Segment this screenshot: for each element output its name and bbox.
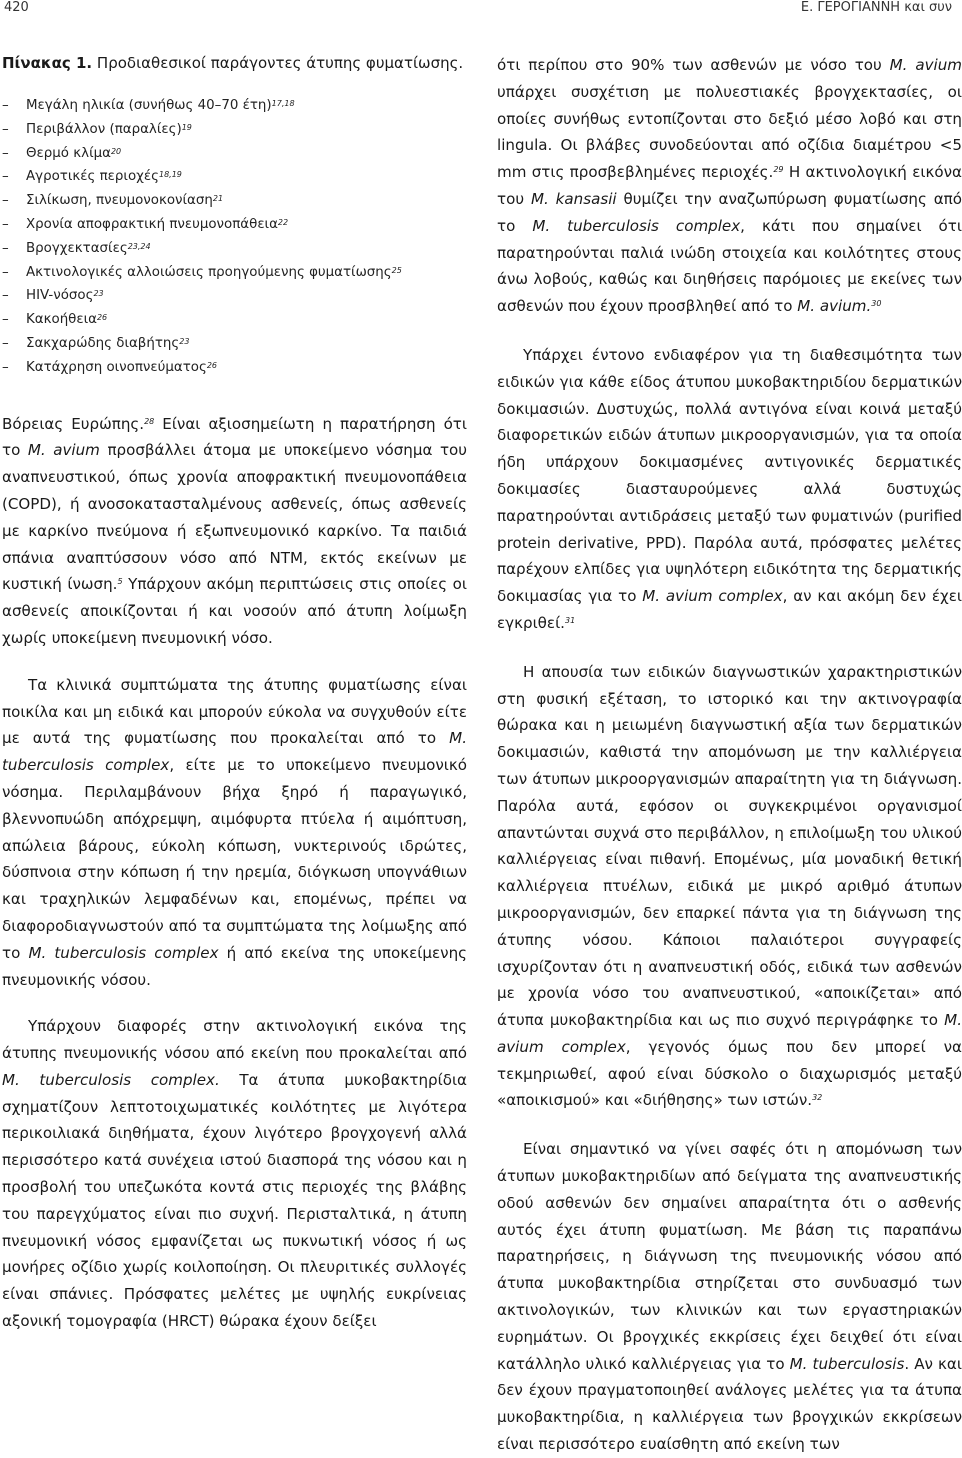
- dash-bullet: –: [2, 121, 9, 137]
- paragraph: Βόρειας Ευρώπης.$^{28}$ Είναι αξιοσημείωτη η παρατήρηση ότι το M. avium προσβάλλει άτομα με υποκείμενο νόσημα του αναπνευστικού, όπως χρονία αποφρακτική πνευμονοπάθεια (COPD), ή ανοσοκατασταλμένους ασθενείς, όπως ασθενείς με καρκίνο πνεύμονα ή εξωπνευμονικό καρκίνο. Τα παιδιά σπάνια αναπτύσσουν νόσο από NTM, εκτός εκείνων με κυστική ίνωση.$^5$ Υπάρχουν ακόμη περιπτώσεις στις οποίες οι ασθενείς αποικίζονται ή και νοσούν από άτυπη λοίμωξη χωρίς υποκείμενη πνευμονική νόσο.: [2, 414, 468, 647]
- dash-bullet: –: [2, 312, 9, 328]
- page-header: [0, 0, 960, 28]
- dash-bullet: –: [2, 359, 9, 375]
- citation: 22: [277, 217, 289, 227]
- dash-bullet: –: [2, 169, 9, 185]
- paragraph: Η απουσία των ειδικών διαγνωστικών χαρακτηριστικών στη φυσική εξέταση, το ιστορικό και την ακτινογραφία θώρακα και η μειωμένη διαγνωστική αξία των δερματικών δοκιμασιών, καθιστά την απομόνωση με την καλλιέργεια των άτυπων μικροοργανισμών απαραίτητη για τη διάγνωση. Παρόλα αυτά, εφόσον οι συγκεκριμένοι οργανισμοί απαντώνται συχνά στο περιβάλλον, η επιλοίμωξη του υλικού καλλιέργειας είναι πιθανή. Επομένως, μία μοναδική θετική καλλιέργεια πτυέλων, ειδικά με μικρό αριθμό άτυπων μικροοργανισμών, δεν επαρκεί πάντα για τη διάγνωση της άτυπης νόσου. Κάποιοι παλαιότεροι συγγραφείς ισχυρίζονταν ότι η αναπνευστική οδός, ειδικά των ασθενών με χρονία νόσο του αναπνευστικού, «αποικίζεται» από άτυπα μυκοβακτηρίδια και ως πιο συχνό περιγράφηκε το M. avium complex, γεγονός όμως που δεν μπορεί να τεκμηριωθεί, αφού είναι δύσκολο ο διαχωρισμός μεταξύ «αποικισμού» και «διήθησης» των ιστών.$^{32}$: [497, 662, 962, 1110]
- citation: 23: [93, 289, 104, 299]
- page-number: 420: [4, 0, 29, 15]
- table-label: Πίνακας 1.: [2, 54, 93, 72]
- list-item: [2, 118, 467, 142]
- citation: 20: [110, 146, 122, 156]
- dash-bullet: –: [2, 288, 9, 304]
- list-item-text: Σιλίκωση, πνευμονοκονίαση: [26, 193, 213, 209]
- table-title: [2, 52, 467, 74]
- list-item: [2, 165, 467, 189]
- dash-bullet: –: [2, 145, 9, 161]
- list-item: [2, 189, 467, 213]
- list-item: [2, 332, 467, 356]
- citation: 17,18: [271, 99, 295, 108]
- list-item: [2, 213, 467, 237]
- dash-bullet: –: [2, 216, 9, 232]
- citation: 23: [179, 336, 190, 346]
- list-item-text: Θερμό κλίμα: [26, 145, 111, 161]
- list-item-text: HIV-νόσος: [26, 288, 94, 304]
- list-item: [2, 94, 467, 118]
- list-item-text: Περιβάλλον (παραλίες): [26, 121, 182, 137]
- dash-bullet: –: [2, 240, 9, 256]
- citation: 18,19: [158, 170, 182, 180]
- dash-bullet: –: [2, 264, 9, 280]
- list-item: [2, 261, 467, 285]
- citation: 25: [391, 265, 402, 275]
- list-item-text: Ακτινολογικές αλλοιώσεις προηγούμενης φυματίωσης: [26, 264, 392, 280]
- list-item: [2, 356, 467, 380]
- dash-bullet: –: [2, 98, 9, 113]
- paragraph: Τα κλινικά συμπτώματα της άτυπης φυματίωσης είναι ποικίλα και μη ειδικά και μπορούν εύκολα να συγχυθούν είτε με αυτά της φυματίωσης που προκαλείται από το M. tuberculosis complex, είτε με το υποκείμενο πνευμονικό νόσημα. Περιλαμβάνουν βήχα ξηρό ή παραγωγικό, βλεννοπυώδη απόχρεμψη, αιμόφυρτα πτύελα ή αιμόπτυση, απώλεια βάρους, εύκολη κόπωση, νυκτερινούς ιδρώτες, δύσπνοια στην κόπωση ή την ηρεμία, διόγκωση υπογνάθιων και τραχηλικών λεμφαδένων και, επομένως, πρέπει να διαφοροδιαγνωστούν από τα συμπτώματα της λοίμωξης από το M. tuberculosis complex ή από εκείνα της υποκείμενης πνευμονικής νόσου.: [2, 675, 468, 989]
- citation: 21: [212, 194, 224, 204]
- paragraph: Είναι σημαντικό να γίνει σαφές ότι η απομόνωση των άτυπων μυκοβακτηριδίων από δείγματα της αναπνευστικής οδού ασθενών δεν σημαίνει απαραίτητα ότι ο ασθενής αυτός έχει άτυπη φυματίωση. Με βάση τις παραπάνω παρατηρήσεις, η διάγνωση της πνευμονικής νόσου από άτυπα μυκοβακτηρίδια στηρίζεται στο συνδυασμό των ακτινολογικών, των κλινικών και των εργαστηριακών ευρημάτων. Οι βρογχικές εκκρίσεις έχει δειχθεί ότι είναι κατάλληλο υλικό καλλιέργειας για το M. tuberculosis. Αν και δεν έχουν πραγματοποιηθεί ανάλογες μελέτες για τα άτυπα μυκοβακτηρίδια, η καλλιέργεια των βρογχικών εκκρίσεων είναι περισσότερο ευαίσθητη από εκείνη των: [497, 1140, 962, 1454]
- paragraph: Υπάρχει έντονο ενδιαφέρον για τη διαθεσιμότητα των ειδικών για κάθε είδος άτυπου μυκοβακτηριδίου δερματικών δοκιμασιών. Δυστυχώς, πολλά αντιγόνα είναι κοινά μεταξύ διαφορετικών ειδών άτυπων μικροοργανισμών, για τα οποία ήδη υπάρχουν δοκιμασμένες αντιγονικές δερματικές δοκιμασίες διασταυρούμενες αλλά δυστυχώς παρατηρούνται αντιδράσεις μεταξύ των φυματινών (purified protein derivative, PPD). Παρόλα αυτά, πρόσφατες μελέτες παρέχουν ελπίδες για υψηλότερη ειδικότητα της δερματικής δοκιμασίας για το M. avium complex, αν και ακόμη δεν έχει εγκριθεί.$^{31}$: [497, 345, 962, 632]
- table-caption: Προδιαθεσικοί παράγοντες άτυπης φυματίωσης.: [92, 54, 464, 72]
- running-head: Ε. ΓΕΡΟΓΙΑΝΝΗ και συν: [800, 0, 952, 15]
- citation: 26: [206, 360, 218, 370]
- list-item-text: Χρονία αποφρακτική πνευμονοπάθεια: [26, 216, 278, 232]
- list-item-text: Μεγάλη ηλικία (συνήθως 40–70 έτη): [26, 98, 272, 113]
- dash-bullet: –: [2, 335, 9, 351]
- list-item: [2, 284, 467, 308]
- right-column: [497, 52, 962, 1458]
- paragraph: Υπάρχουν διαφορές στην ακτινολογική εικόνα της άτυπης πνευμονικής νόσου από εκείνη που προκαλείται από M. tuberculosis complex. Τα άτυπα μυκοβακτηρίδια σχηματίζουν λεπτοτοιχωματικές κοιλότητες με λιγότερα περικοιλιακά διηθήματα, έχουν λιγότερο βρογχογενή αλλά περισσότερο κατά συνέχεια ιστού διασπορά της νόσου και η προσβολή του υπεζωκότα κοντά στις περιοχές της βλάβης του παρεγχύματος είναι πιο συχνή. Περισταλτικά, η άτυπη πνευμονική νόσος εμφανίζεται ως πυκνωτική νόσος ή ως μονήρες οζίδιο χωρίς κοιλοποίηση. Οι πλευριτικές συλλογές είναι σπάνιες. Πρόσφατες μελέτες με υψηλής ευκρίνειας αξονική τομογραφία (HRCT) θώρακα έχουν δείξει: [2, 1017, 467, 1331]
- list-item-text: Κατάχρηση οινοπνεύματος: [26, 359, 207, 375]
- citation: 26: [96, 313, 108, 323]
- left-column: [2, 52, 467, 1335]
- risk-factor-list: [2, 94, 467, 380]
- list-item: [2, 308, 467, 332]
- list-item-text: Κακοήθεια: [26, 312, 97, 328]
- citation: 23,24: [127, 241, 151, 251]
- list-item-text: Αγροτικές περιοχές: [26, 169, 159, 185]
- list-item: [2, 142, 467, 166]
- dash-bullet: –: [2, 193, 9, 209]
- paragraph: ότι περίπου στο 90% των ασθενών με νόσο του M. avium υπάρχει συσχέτιση με πολυεστιακές βρογχεκτασίες, οι οποίες συνήθως εντοπίζονται στο δεξιό μέσο λοβό και στη lingula. Οι βλάβες συνοδεύονται από οζίδια διαμέτρου <5 mm στις προσβεβλημένες περιοχές.$^{29}$ Η ακτινολογική εικόνα του M. kansasii θυμίζει την αναζωπύρωση φυματίωσης από το M. tuberculosis complex, κάτι που σημαίνει ότι παρατηρούνται παλιά ινώδη στοιχεία και κοιλότητες στους άνω λοβούς, καθώς και διηθήσεις παρόμοιες με εκείνες των ασθενών που έχουν προσβληθεί από το M. avium.$^{30}$: [497, 56, 962, 316]
- list-item-text: Σακχαρώδης διαβήτης: [26, 335, 180, 351]
- list-item: [2, 237, 467, 261]
- citation: 19: [181, 122, 192, 132]
- list-item-text: Βρογχεκτασίες: [26, 240, 128, 256]
